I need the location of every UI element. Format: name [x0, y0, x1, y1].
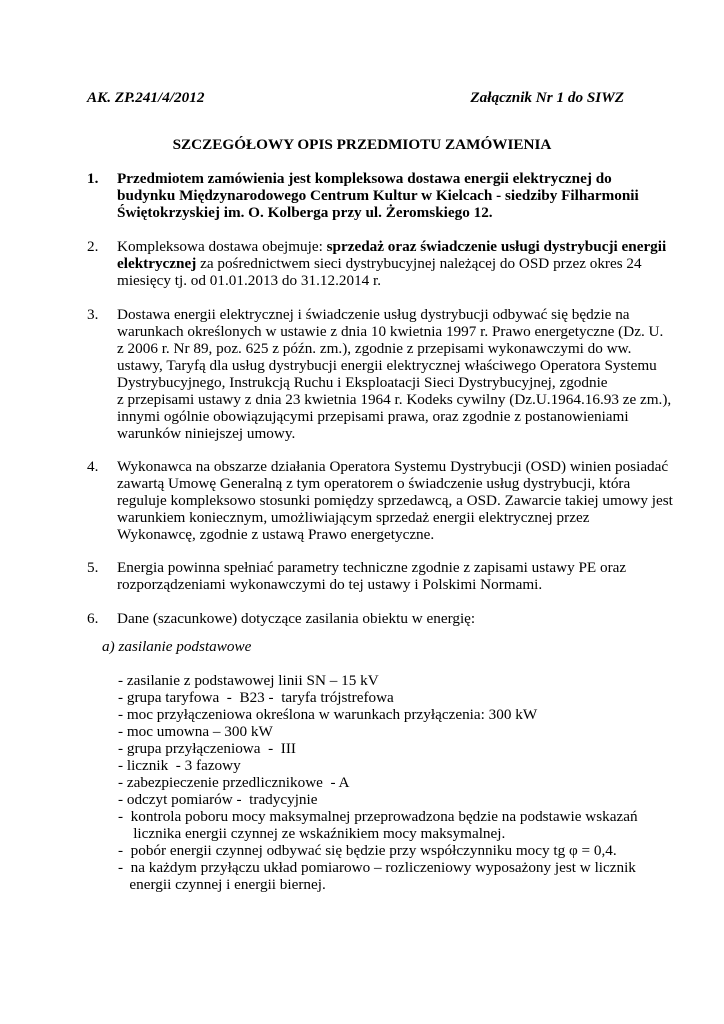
- item-2-line2-normal: za pośrednictwem sieci dystrybucyjnej należącej do OSD przez okres 24: [196, 255, 642, 272]
- parameter-item: - moc przyłączeniowa określona w warunkach przyłączenia: 300 kW: [118, 706, 538, 723]
- item-4-text: [117, 458, 673, 543]
- item-6-text: [117, 610, 475, 627]
- parameter-item: - pobór energii czynnej odbywać się będzie przy współczynniku mocy tg φ = 0,4.: [118, 842, 617, 859]
- item-2-line1-bold: sprzedaż oraz świadczenie usługi dystrybucji energii: [326, 238, 667, 255]
- item-1-line: budynku Międzynarodowego Centrum Kultur w Kielcach - siedziby Filharmonii: [117, 187, 639, 204]
- item-4-line: Wykonawcę, zgodnie z ustawą Prawo energetyczne.: [117, 526, 435, 543]
- attachment-label: Załącznik Nr 1 do SIWZ: [470, 89, 624, 106]
- item-2-line: [117, 238, 666, 255]
- item-4-line: warunkiem koniecznym, umożliwiającym sprzedaż energii elektrycznej przez: [117, 509, 590, 526]
- parameter-item: - licznik - 3 fazowy: [118, 757, 241, 774]
- section-a-heading: a) zasilanie podstawowe: [102, 638, 252, 655]
- item-3-line: ustawy, Taryfą dla usług dystrybucji energii elektrycznej właściwego Operatora Systemu: [117, 357, 657, 374]
- item-5-number: 5.: [87, 559, 99, 576]
- item-3-line: z przepisami ustawy z dnia 23 kwietnia 1964 r. Kodeks cywilny (Dz.U.1964.16.93 ze zm.),: [117, 391, 672, 408]
- item-3-line: innymi ogólnie obowiązującymi przepisami prawa, oraz zgodnie z postanowieniami: [117, 408, 629, 425]
- item-4-line: Wykonawca na obszarze działania Operatora Systemu Dystrybucji (OSD) winien posiadać: [117, 458, 669, 475]
- parameter-item: - moc umowna – 300 kW: [118, 723, 273, 740]
- item-5-text: [117, 559, 626, 593]
- item-6-number: 6.: [87, 610, 99, 627]
- parameter-item: - kontrola poboru mocy maksymalnej przeprowadzona będzie na podstawie wskazań: [118, 808, 638, 825]
- document-title: SZCZEGÓŁOWY OPIS PRZEDMIOTU ZAMÓWIENIA: [172, 136, 552, 153]
- parameter-item: - grupa taryfowa - B23 - taryfa trójstrefowa: [118, 689, 394, 706]
- item-2-line: [117, 255, 666, 272]
- item-2-text: [117, 238, 666, 289]
- item-3-line: z 2006 r. Nr 89, poz. 625 z późn. zm.), zgodnie z przepisami wykonawczymi do ww.: [117, 340, 632, 357]
- item-2-line: miesięcy tj. od 01.01.2013 do 31.12.2014 r.: [117, 272, 382, 289]
- item-1-text: [117, 170, 639, 221]
- item-5-line: rozporządzeniami wykonawczymi do tej ustawy i Polskimi Normami.: [117, 576, 543, 593]
- parameter-item: - grupa przyłączeniowa - III: [118, 740, 296, 757]
- parameter-item: - zasilanie z podstawowej linii SN – 15 kV: [118, 672, 379, 689]
- parameter-item: - zabezpieczenie przedlicznikowe - A: [118, 774, 350, 791]
- item-3-number: 3.: [87, 306, 99, 323]
- item-3-text: [117, 306, 671, 442]
- parameter-item: energii czynnej i energii biernej.: [118, 876, 326, 893]
- parameter-list: [118, 672, 638, 893]
- item-1-line: Świętokrzyskiej im. O. Kolberga przy ul. Żeromskiego 12.: [117, 204, 493, 221]
- item-6-line: Dane (szacunkowe) dotyczące zasilania obiektu w energię:: [117, 610, 476, 627]
- reference-number: AK. ZP.241/4/2012: [87, 89, 205, 106]
- item-5-line: Energia powinna spełniać parametry techniczne zgodnie z zapisami ustawy PE oraz: [117, 559, 627, 576]
- item-2-line2-bold: elektrycznej: [117, 255, 197, 272]
- item-4-number: 4.: [87, 458, 99, 475]
- item-3-line: warunkach określonych w ustawie z dnia 10 kwietnia 1997 r. Prawo energetyczne (Dz. U.: [117, 323, 664, 340]
- item-2-line1-normal: Kompleksowa dostawa obejmuje:: [117, 238, 327, 255]
- item-3-line: warunków niniejszej umowy.: [117, 425, 296, 442]
- parameter-item: - odczyt pomiarów - tradycyjnie: [118, 791, 318, 808]
- item-2-number: 2.: [87, 238, 99, 255]
- item-3-line: Dystrybucyjnego, Instrukcją Ruchu i Eksploatacji Sieci Dystrybucyjnej, zgodnie: [117, 374, 608, 391]
- item-4-line: zawartą Umowę Generalną z tym operatorem o świadczenie usług dystrybucji, która: [117, 475, 631, 492]
- item-3-line: Dostawa energii elektrycznej i świadczenie usług dystrybucji odbywać się będzie na: [117, 306, 630, 323]
- item-1-line: Przedmiotem zamówienia jest kompleksowa dostawa energii elektrycznej do: [117, 170, 612, 187]
- item-1-number: 1.: [87, 170, 99, 187]
- parameter-item: licznika energii czynnej ze wskaźnikiem mocy maksymalnej.: [118, 825, 506, 842]
- parameter-item: - na każdym przyłączu układ pomiarowo – rozliczeniowy wyposażony jest w licznik: [118, 859, 636, 876]
- item-4-line: reguluje kompleksowo stosunki pomiędzy sprzedawcą, a OSD. Zawarcie takiej umowy jest: [117, 492, 673, 509]
